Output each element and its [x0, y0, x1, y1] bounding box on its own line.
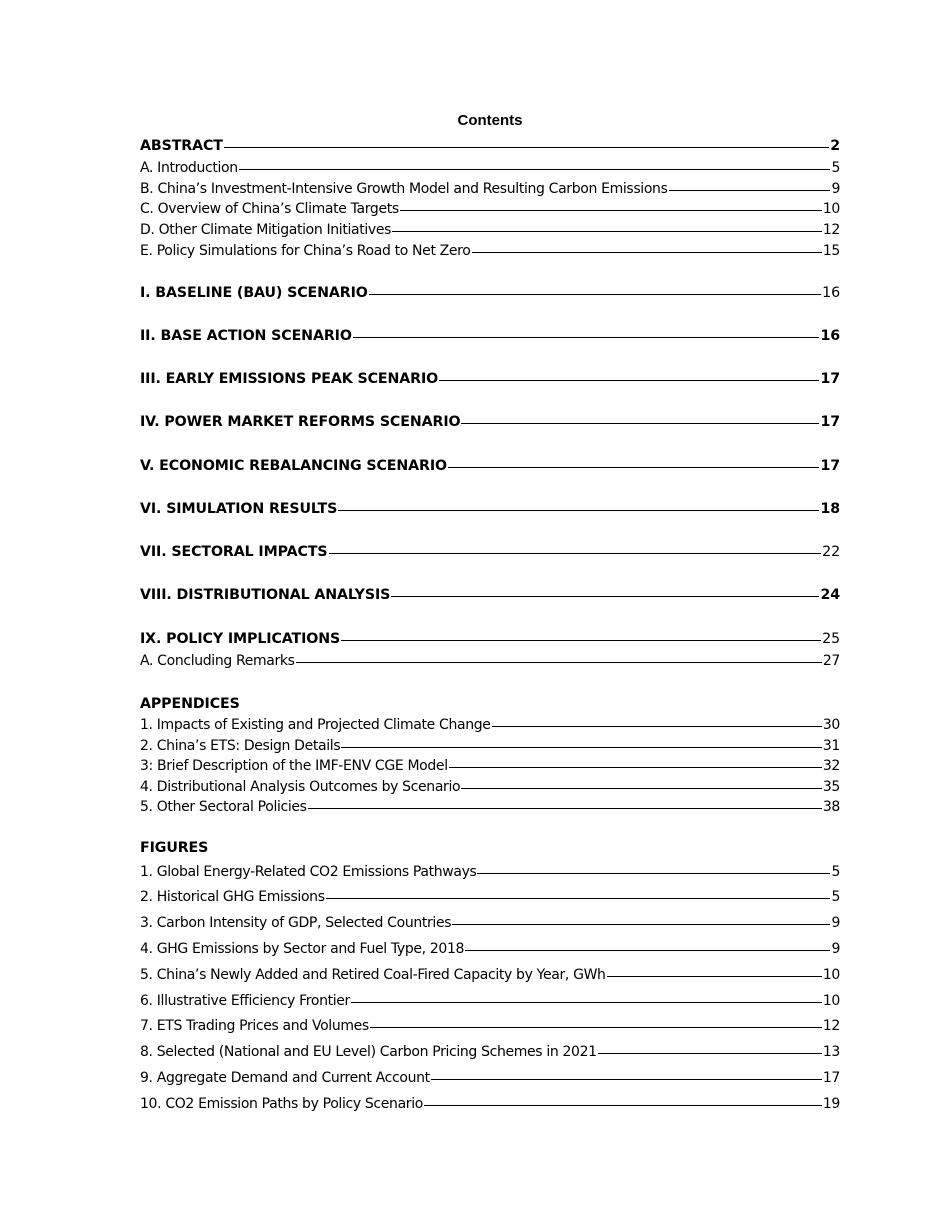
toc-entry-page-number: 12 — [822, 1018, 840, 1034]
toc-entry[interactable] — [140, 1043, 840, 1061]
toc-entry[interactable] — [140, 284, 840, 302]
toc-entry[interactable] — [140, 757, 840, 775]
toc-entry-page-number: 27 — [822, 653, 840, 669]
toc-entry-page-number: 5 — [831, 864, 840, 880]
toc-entry[interactable] — [140, 914, 840, 932]
toc-entry-label: 2. Historical GHG Emissions — [140, 889, 325, 905]
toc-entry[interactable] — [140, 1069, 840, 1087]
toc-entry-page-number: 5 — [831, 160, 840, 176]
dot-leader — [492, 714, 822, 727]
toc-entry[interactable] — [140, 137, 840, 155]
toc-entry-label: 1. Global Energy-Related CO2 Emissions Pathways — [140, 864, 477, 880]
toc-entry[interactable] — [140, 778, 840, 796]
toc-entry-page-number: 10 — [822, 967, 840, 983]
toc-entry[interactable] — [140, 652, 840, 670]
dot-leader — [239, 157, 831, 170]
toc-entry-page-number: 17 — [820, 458, 840, 474]
dot-leader — [341, 735, 822, 748]
toc-entry-label: E. Policy Simulations for China’s Road to Net Zero — [140, 243, 471, 259]
toc-entry-page-number: 17 — [820, 371, 840, 387]
toc-entry-label: 1. Impacts of Existing and Projected Climate Change — [140, 717, 491, 733]
toc-entry-page-number: 24 — [820, 587, 840, 603]
toc-entry-label: VI. SIMULATION RESULTS — [140, 501, 338, 517]
dot-leader — [424, 1093, 822, 1106]
toc-entry[interactable] — [140, 737, 840, 755]
toc-entry[interactable] — [140, 413, 840, 431]
toc-entry[interactable] — [140, 716, 840, 734]
toc-entry[interactable] — [140, 242, 840, 260]
toc-entry-label: II. BASE ACTION SCENARIO — [140, 328, 352, 344]
dot-leader — [224, 135, 829, 148]
toc-entry-page-number: 17 — [822, 1070, 840, 1086]
toc-entry-page-number: 31 — [822, 738, 840, 754]
toc-entry-page-number: 15 — [822, 243, 840, 259]
toc-entry-label: 5. Other Sectoral Policies — [140, 799, 307, 815]
dot-leader — [452, 912, 830, 925]
toc-entry-label: 10. CO2 Emission Paths by Policy Scenario — [140, 1096, 423, 1112]
toc-entry-label: IV. POWER MARKET REFORMS SCENARIO — [140, 414, 461, 430]
toc-entry[interactable] — [140, 1017, 840, 1035]
dot-leader — [461, 411, 819, 424]
toc-entry-label: 4. Distributional Analysis Outcomes by Scenario — [140, 779, 461, 795]
page-title: Contents — [457, 112, 523, 129]
toc-entry-page-number: 16 — [822, 285, 840, 301]
section-heading: FIGURES — [140, 840, 209, 856]
dot-leader — [439, 368, 819, 381]
toc-entry[interactable] — [140, 543, 840, 561]
toc-entry-page-number: 18 — [820, 501, 840, 517]
toc-entry[interactable] — [140, 457, 840, 475]
dot-leader — [669, 178, 831, 191]
toc-entry[interactable] — [140, 888, 840, 906]
toc-entry[interactable] — [140, 798, 840, 816]
toc-entry-page-number: 13 — [822, 1044, 840, 1060]
toc-entry-label: A. Introduction — [140, 160, 238, 176]
toc-entry-page-number: 10 — [822, 993, 840, 1009]
toc-entry-page-number: 2 — [830, 138, 840, 154]
dot-leader — [353, 325, 820, 338]
toc-entry-page-number: 9 — [831, 915, 840, 931]
toc-entry-label: I. BASELINE (BAU) SCENARIO — [140, 285, 368, 301]
toc-entry-page-number: 12 — [822, 222, 840, 238]
toc-entry-label: III. EARLY EMISSIONS PEAK SCENARIO — [140, 371, 439, 387]
toc-entry-label: A. Concluding Remarks — [140, 653, 295, 669]
toc-entry[interactable] — [140, 159, 840, 177]
toc-entry-label: VII. SECTORAL IMPACTS — [140, 544, 328, 560]
dot-leader — [351, 990, 822, 1003]
dot-leader — [338, 498, 819, 511]
dot-leader — [477, 861, 830, 874]
toc-entry-label: B. China’s Investment-Intensive Growth Model and Resulting Carbon Emissions — [140, 181, 668, 197]
dot-leader — [391, 584, 819, 597]
toc-entry-page-number: 30 — [822, 717, 840, 733]
toc-entry-label: 5. China’s Newly Added and Retired Coal-Fired Capacity by Year, GWh — [140, 967, 606, 983]
toc-entry-page-number: 5 — [831, 889, 840, 905]
dot-leader — [341, 628, 821, 641]
toc-entry-label: C. Overview of China’s Climate Targets — [140, 201, 399, 217]
dot-leader — [308, 796, 822, 809]
toc-entry-page-number: 22 — [822, 544, 840, 560]
toc-entry-page-number: 9 — [831, 941, 840, 957]
dot-leader — [607, 964, 822, 977]
dot-leader — [392, 219, 822, 232]
toc-entry[interactable] — [140, 1095, 840, 1113]
toc-entry-page-number: 38 — [822, 799, 840, 815]
toc-entry-page-number: 16 — [820, 328, 840, 344]
toc-entry-page-number: 32 — [822, 758, 840, 774]
dot-leader — [465, 938, 830, 951]
toc-entry[interactable] — [140, 940, 840, 958]
toc-entry-label: IX. POLICY IMPLICATIONS — [140, 631, 341, 647]
toc-entry-page-number: 9 — [831, 181, 840, 197]
toc-entry-label: 2. China’s ETS: Design Details — [140, 738, 341, 754]
dot-leader — [598, 1041, 822, 1054]
dot-leader — [448, 455, 819, 468]
toc-entry-label: 3. Carbon Intensity of GDP, Selected Countries — [140, 915, 452, 931]
toc-entry[interactable] — [140, 221, 840, 239]
toc-entry-label: 9. Aggregate Demand and Current Account — [140, 1070, 430, 1086]
dot-leader — [449, 755, 822, 768]
toc-entry-page-number: 19 — [822, 1096, 840, 1112]
toc-entry[interactable] — [140, 992, 840, 1010]
toc-entry-label: D. Other Climate Mitigation Initiatives — [140, 222, 392, 238]
toc-entry[interactable] — [140, 200, 840, 218]
toc-entry[interactable] — [140, 180, 840, 198]
dot-leader — [472, 240, 822, 253]
toc-entry-page-number: 10 — [822, 201, 840, 217]
toc-entry-page-number: 17 — [820, 414, 840, 430]
dot-leader — [370, 1015, 822, 1028]
dot-leader — [461, 776, 822, 789]
toc-entry-label: 4. GHG Emissions by Sector and Fuel Type, 2018 — [140, 941, 465, 957]
toc-entry[interactable] — [140, 863, 840, 881]
section-heading: APPENDICES — [140, 696, 240, 712]
dot-leader — [329, 541, 822, 554]
toc-entry[interactable] — [140, 630, 840, 648]
toc-entry-label: ABSTRACT — [140, 138, 223, 154]
toc-entry-page-number: 35 — [822, 779, 840, 795]
toc-entry-label: 7. ETS Trading Prices and Volumes — [140, 1018, 369, 1034]
toc-entry-label: V. ECONOMIC REBALANCING SCENARIO — [140, 458, 448, 474]
toc-entry[interactable] — [140, 586, 840, 604]
dot-leader — [326, 886, 831, 899]
dot-leader — [431, 1067, 822, 1080]
dot-leader — [296, 650, 822, 663]
toc-entry[interactable] — [140, 370, 840, 388]
toc-entry[interactable] — [140, 327, 840, 345]
toc-entry[interactable] — [140, 500, 840, 518]
dot-leader — [369, 282, 821, 295]
toc-entry[interactable] — [140, 966, 840, 984]
toc-entry-page-number: 25 — [822, 631, 840, 647]
toc-entry-label: 3: Brief Description of the IMF-ENV CGE Model — [140, 758, 448, 774]
toc-entry-label: VIII. DISTRIBUTIONAL ANALYSIS — [140, 587, 391, 603]
toc-entry-label: 6. Illustrative Efficiency Frontier — [140, 993, 350, 1009]
dot-leader — [400, 198, 822, 211]
toc-entry-label: 8. Selected (National and EU Level) Carbon Pricing Schemes in 2021 — [140, 1044, 597, 1060]
